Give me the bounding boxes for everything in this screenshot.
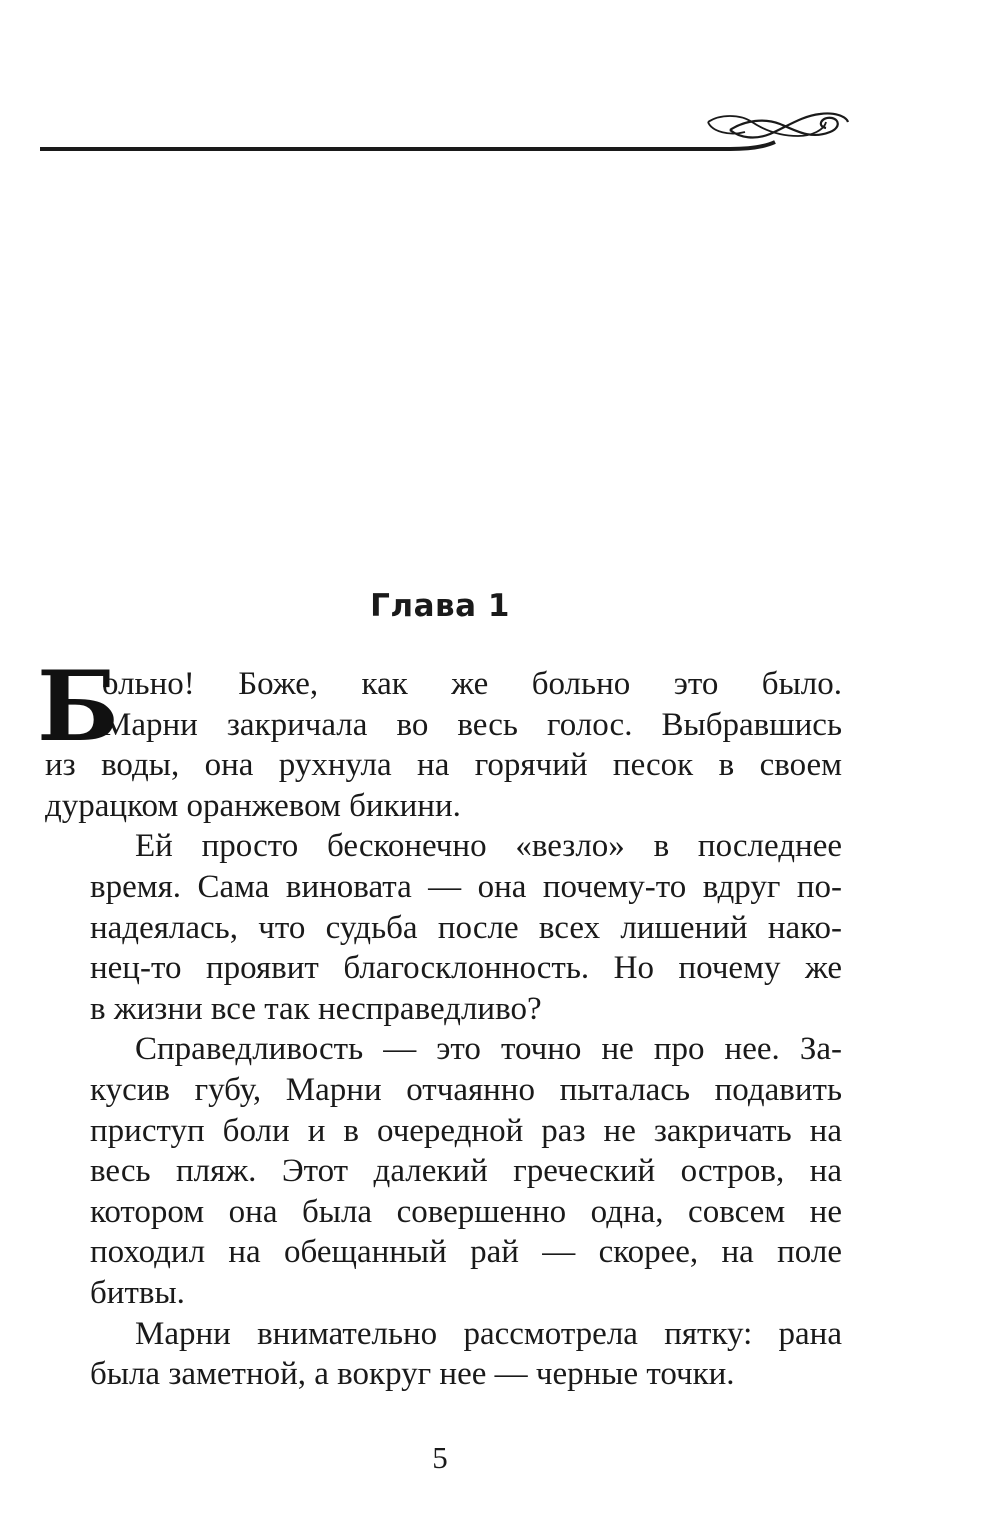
text-line: ольно! Боже, как же больно это было. [102,666,842,702]
text-line: котором она была совершенно одна, совсем не [90,1193,842,1230]
text-line: Марни закричала во весь голос. Выбравшись [102,706,842,743]
paragraph-3 [45,1029,842,1313]
chapter-title: Глава 1 [370,588,510,624]
page-number: 5 [432,1440,448,1475]
text-line: нец-то проявит благосклонность. Но почему же [90,950,842,987]
drop-cap: Б [37,650,120,763]
text-line: из воды, она рухнула на горячий песок в своем [45,747,842,784]
text-line: была заметной, а вокруг нее — черные точки. [90,1356,735,1393]
text-line: Справедливость — это точно не про нее. За- [135,1031,842,1068]
text-line: время. Сама виновата — она почему-то вдруг по- [90,868,842,905]
text-line: Ей просто бесконечно «везло» в последнее [135,828,842,865]
text-line: битвы. [90,1274,185,1311]
text-line: весь пляж. Этот далекий греческий остров, на [90,1153,842,1190]
paragraph-2 [45,826,842,1029]
ornamental-header-rule [40,92,850,162]
chapter-body [37,650,842,1395]
paragraph-1 [37,650,842,826]
text-line: дурацком оранжевом бикини. [45,787,461,824]
text-line: надеялась, что судьба после всех лишений нако- [90,909,842,946]
text-line: приступ боли и в очередной раз не закричать на [90,1112,842,1149]
text-line: походил на обещанный рай — скорее, на поле [90,1234,842,1271]
text-line: кусив губу, Марни отчаянно пыталась подавить [90,1071,842,1108]
text-line: в жизни все так несправедливо? [90,990,542,1027]
paragraph-4 [45,1314,842,1395]
text-line: Марни внимательно рассмотрела пятку: рана [135,1315,842,1352]
